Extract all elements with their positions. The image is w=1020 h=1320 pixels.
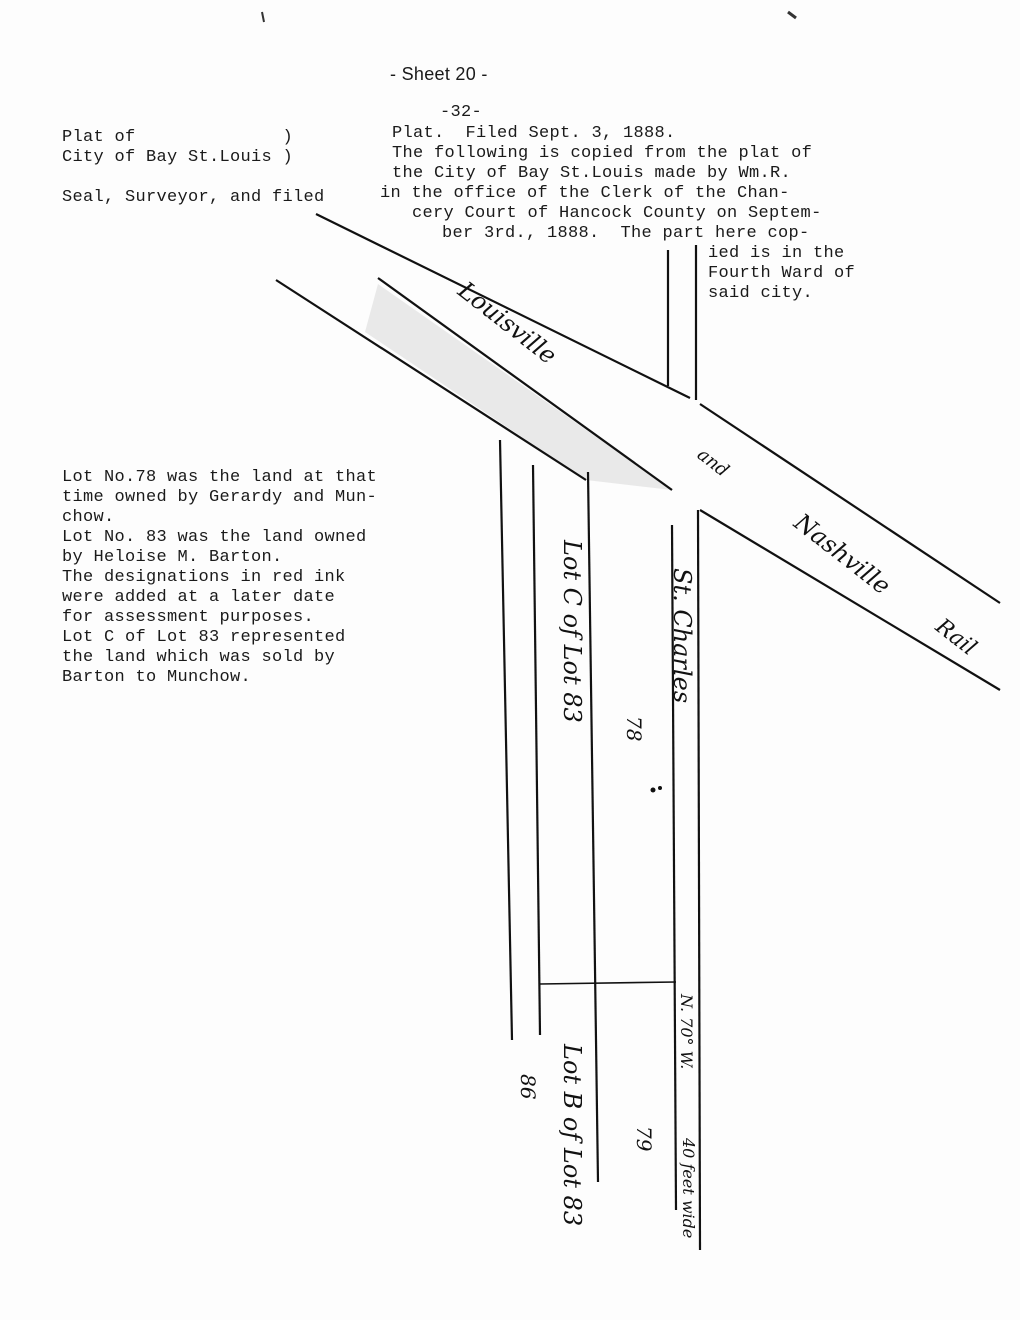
filing-note-line: in the office of the Clerk of the Chan- [380,184,790,203]
top-left-mark [262,12,264,22]
railroad-label-rail: Rail [930,614,981,661]
filing-note-line: cery Court of Hancock County on Septem- [412,204,822,223]
top-right-mark [788,12,796,18]
lot-division-line [540,982,676,984]
railroad-line-lower-left [276,280,586,480]
filing-note-line: The following is copied from the plat of [392,144,813,163]
explanation-line: by Heloise M. Barton. [62,548,283,567]
explanation-line: chow. [62,508,115,527]
street-width-label: 40 feet wide [679,1138,698,1239]
explanation-line: Lot No. 83 was the land owned [62,528,367,547]
page-number: -32- [440,103,483,122]
explanation-line: were added at a later date [62,588,336,607]
lot-c-right-boundary [588,472,598,1182]
ink-dot [658,786,662,790]
filing-note-line: said city. [708,284,814,303]
lot-86-left-boundary [500,440,512,1040]
railroad-line-lower-right [700,510,1000,690]
st-charles-right-edge [698,510,700,1250]
left-note-line: Plat of ) [62,128,294,147]
railroad-label-louisville: Louisville [452,276,562,370]
filing-note-line: ber 3rd., 1888. The part here cop- [442,224,810,243]
filing-note-line: Plat. Filed Sept. 3, 1888. [392,124,676,143]
explanation-line: time owned by Gerardy and Mun- [62,488,378,507]
lot-c-label: Lot C of Lot 83 [558,540,586,723]
bearing-label: N. 70° W. [677,994,696,1070]
explanation-line: the land which was sold by [62,648,336,667]
explanation-line: for assessment purposes. [62,608,315,627]
sheet-number: - Sheet 20 - [390,64,488,84]
railroad-label-and: and [693,444,733,482]
explanation-line: Barton to Munchow. [62,668,252,687]
lot-79-label: 79 [632,1126,656,1152]
lot-78-label: 78 [622,716,646,742]
filing-note-line: Fourth Ward of [708,264,856,283]
filing-note-line: the City of Bay St.Louis made by Wm.R. [392,164,792,183]
street-label-st-charles: St. Charles [668,568,696,704]
lot-86-right-boundary [533,465,540,1035]
left-note-line: City of Bay St.Louis ) [62,148,294,167]
railroad-label-nashville: Nashville [788,508,896,601]
filing-note-line: ied is in the [708,244,845,263]
explanation-line: Lot No.78 was the land at that [62,468,378,487]
lot-86-label: 86 [516,1074,540,1100]
explanation-line: The designations in red ink [62,568,346,587]
left-note-line: Seal, Surveyor, and filed [62,188,325,207]
railroad-line-middle [378,278,672,490]
explanation-line: Lot C of Lot 83 represented [62,628,346,647]
ink-dot [651,788,656,793]
lot-b-label: Lot B of Lot 83 [558,1044,586,1227]
